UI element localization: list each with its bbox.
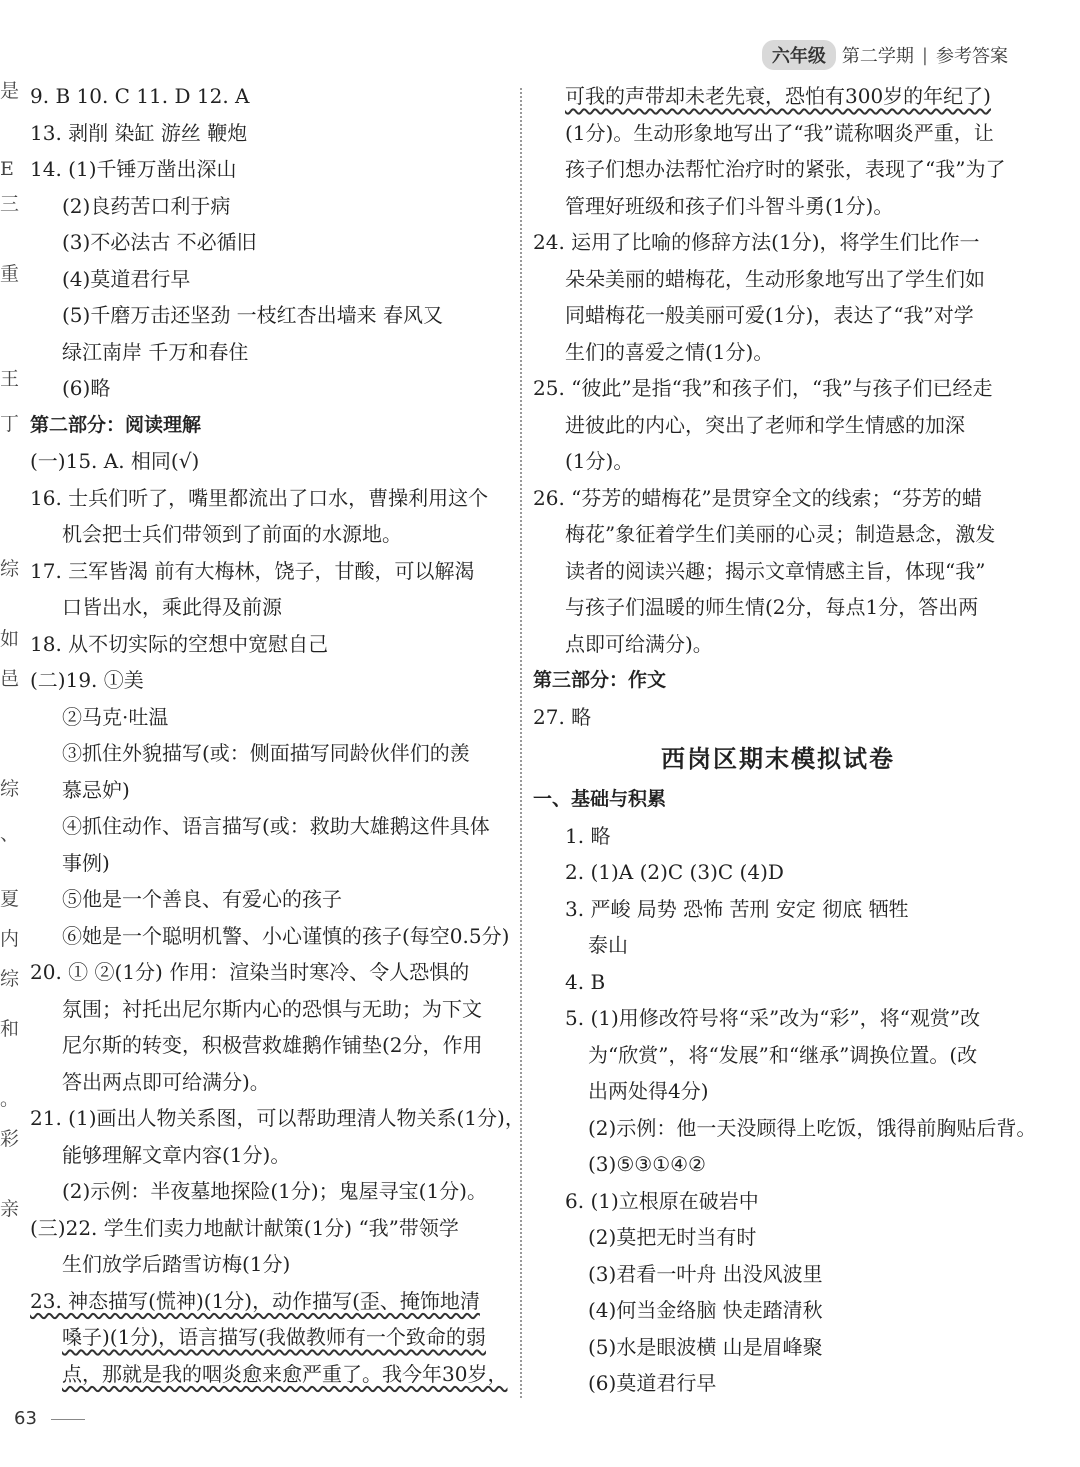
- column-divider: [520, 88, 522, 1398]
- answer-line: 氛围；衬托出尼尔斯内心的恐惧与无助；为下文: [62, 996, 482, 1021]
- answer-line: 23. 神态描写(慌神)(1分)，动作描写(歪、掩饰地清: [30, 1288, 480, 1313]
- page-header: [762, 40, 1008, 70]
- answer-line: (二)19. ①美: [30, 668, 144, 692]
- gutter-char: 重: [0, 263, 20, 285]
- answer-line: 21. (1)画出人物关系图，可以帮助理清人物关系(1分)，: [30, 1106, 525, 1130]
- answer-line: 同蜡梅花一般美丽可爱(1分)，表达了“我”对学: [565, 303, 974, 327]
- answer-line: 26. “芬芳的蜡梅花”是贯穿全文的线索；“芬芳的蜡: [533, 485, 982, 510]
- answer-line: 尼尔斯的转变，积极营救雄鹅作铺垫(2分，作用: [62, 1033, 483, 1057]
- answer-line: 25. “彼此”是指“我”和孩子们，“我”与孩子们已经走: [533, 376, 993, 400]
- answer-line: (6)略: [62, 376, 111, 400]
- answer-line: 可我的声带却未老先衰，恐怕有300岁的年纪了): [565, 84, 991, 108]
- answer-line: (一)15. A. 相同(√): [30, 449, 200, 473]
- answer-line: ④抓住动作、语言描写(或：救助大雄鹅这件具体: [62, 814, 490, 838]
- answer-line: 生们的喜爱之情(1分)。: [565, 339, 774, 364]
- answer-line: 为“欣赏”，将“发展”和“继承”调换位置。(改: [588, 1042, 978, 1067]
- gutter-char: E: [0, 158, 14, 180]
- section-heading: 一、基础与积累: [533, 788, 667, 810]
- answer-line: (三)22. 学生们卖力地献计献策(1分) “我”带领学: [30, 1215, 459, 1240]
- gutter-char: 夏: [0, 888, 20, 910]
- answer-line: 5. (1)用修改符号将“采”改为“彩”，将“观赏”改: [565, 1006, 981, 1030]
- answer-line: 6. (1)立根原在破岩中: [565, 1188, 759, 1213]
- gutter-char: 综: [0, 778, 20, 800]
- answer-line: 嗓子)(1分)，语言描写(我做教师有一个致命的弱: [62, 1325, 486, 1349]
- answer-line: ⑥她是一个聪明机警、小心谨慎的孩子(每空0.5分): [62, 923, 510, 948]
- answer-line: 与孩子们温暖的师生情(2分，每点1分，答出两: [565, 595, 979, 619]
- gutter-char: 三: [0, 193, 20, 215]
- answer-line: ②马克·吐温: [62, 704, 169, 729]
- answer-line: 出两处得4分): [588, 1079, 709, 1103]
- answer-line: 16. 士兵们听了，嘴里都流出了口水，曹操利用这个: [30, 485, 489, 510]
- gutter-char: 。: [0, 1088, 20, 1110]
- answer-line: 4. B: [565, 969, 606, 994]
- answer-line: 2. (1)A (2)C (3)C (4)D: [565, 860, 784, 884]
- page-number: 63: [14, 1408, 37, 1429]
- gutter-char: 、: [0, 823, 20, 845]
- section-heading: 第二部分：阅读理解: [30, 413, 202, 436]
- answer-line: 管理好班级和孩子们斗智斗勇(1分)。: [565, 193, 894, 218]
- answer-line: (4)莫道君行早: [62, 266, 191, 291]
- answer-line: 9. B 10. C 11. D 12. A: [30, 84, 250, 108]
- answer-line: 读者的阅读兴趣；揭示文章情感主旨，体现“我”: [565, 558, 986, 583]
- answer-line: 13. 剥削 染缸 游丝 鞭炮: [30, 120, 248, 145]
- answer-line: (2)莫把无时当有时: [588, 1225, 757, 1249]
- section-heading: 第三部分：作文: [533, 669, 667, 691]
- answer-line: 朵朵美丽的蜡梅花，生动形象地写出了学生们如: [565, 266, 985, 291]
- header-separator: |: [921, 44, 928, 66]
- answer-line: (1分)。生动形象地写出了“我”谎称咽炎严重，让: [565, 120, 994, 145]
- cut-off-gutter-text: [0, 70, 18, 1330]
- answer-line: (2)示例：他一天没顾得上吃饭，饿得前胸贴后背。: [588, 1115, 1037, 1140]
- gutter-char: 王: [0, 368, 20, 390]
- answer-line: (2)示例：半夜墓地探险(1分)；鬼屋寻宝(1分)。: [62, 1179, 487, 1203]
- answer-line: (5)水是眼波横 山是眉峰聚: [588, 1334, 823, 1359]
- answer-line: 17. 三军皆渴 前有大梅林，饶子，甘酸，可以解渴: [30, 558, 475, 583]
- gutter-char: 丁: [0, 413, 20, 435]
- gutter-char: 和: [0, 1018, 20, 1040]
- answer-line: (6)莫道君行早: [588, 1371, 717, 1395]
- answer-line: 点，那就是我的咽炎愈来愈严重了。我今年30岁，: [62, 1361, 508, 1386]
- answer-line: 慕忌妒): [62, 777, 130, 802]
- gutter-char: 综: [0, 968, 20, 990]
- answer-line: 3. 严峻 局势 恐怖 苦刑 安定 彻底 牺牲: [565, 896, 909, 921]
- gutter-char: 彩: [0, 1128, 20, 1150]
- answer-line: (5)千磨万击还坚劲 一枝红杏出墙来 春风又: [62, 303, 444, 327]
- gutter-char: 综: [0, 558, 20, 580]
- gutter-char: 邑: [0, 668, 20, 690]
- answer-line: 机会把士兵们带领到了前面的水源地。: [62, 522, 402, 546]
- answer-line: (3)⑤③①④②: [588, 1152, 706, 1176]
- answer-line: 事例): [62, 850, 110, 875]
- gutter-char: 如: [0, 628, 20, 650]
- answer-line: (3)君看一叶舟 出没风波里: [588, 1261, 823, 1286]
- page-footer: [14, 1408, 85, 1429]
- answer-line: 梅花”象征着学生们美丽的心灵；制造悬念，激发: [565, 522, 996, 546]
- answer-line: 绿江南岸 千万和春住: [62, 339, 249, 364]
- answer-line: (3)不必法古 不必循旧: [62, 230, 257, 254]
- semester-label: 第二学期: [841, 46, 914, 67]
- right-column: [533, 78, 1037, 1402]
- answer-line: 点即可给满分)。: [565, 631, 713, 656]
- answer-line: 20. ① ②(1分) 作用：渲染当时寒冷、令人恐惧的: [30, 960, 470, 984]
- gutter-char: 亲: [0, 1198, 20, 1220]
- section-title: 西岗区期末模拟试卷: [661, 744, 895, 773]
- answer-line: 答出两点即可给满分)。: [62, 1069, 270, 1094]
- answer-line: 14. (1)千锤万凿出深山: [30, 157, 237, 181]
- answer-line: ③抓住外貌描写(或：侧面描写同龄伙伴们的羡: [62, 741, 470, 765]
- answer-line: 24. 运用了比喻的修辞方法(1分)，将学生们比作一: [533, 230, 980, 254]
- answer-line: 孩子们想办法帮忙治疗时的紧张，表现了“我”为了: [565, 157, 1006, 181]
- answer-line: (1分)。: [565, 449, 634, 473]
- answer-line: 口皆出水，乘此得及前源: [62, 595, 282, 619]
- answer-line: 能够理解文章内容(1分)。: [62, 1142, 291, 1167]
- left-column: [30, 78, 525, 1392]
- gutter-char: 内: [0, 928, 20, 950]
- answer-line: 泰山: [588, 933, 628, 957]
- gutter-char: 是: [0, 80, 20, 102]
- answer-line: ⑤他是一个善良、有爱心的孩子: [62, 887, 342, 911]
- answer-line: 27. 略: [533, 704, 592, 729]
- grade-badge: 六年级: [762, 40, 836, 70]
- answer-line: (2)良药苦口利于病: [62, 193, 231, 218]
- answer-line: 生们放学后踏雪访梅(1分): [62, 1252, 291, 1276]
- section-label: 参考答案: [936, 46, 1008, 67]
- answer-line: 18. 从不切实际的空想中宽慰自己: [30, 631, 329, 656]
- answer-line: 进彼此的内心，突出了老师和学生情感的加深: [565, 412, 965, 437]
- footer-dash: [51, 1419, 85, 1420]
- answer-line: (4)何当金络脑 快走踏清秋: [588, 1298, 823, 1322]
- answer-line: 1. 略: [565, 823, 611, 848]
